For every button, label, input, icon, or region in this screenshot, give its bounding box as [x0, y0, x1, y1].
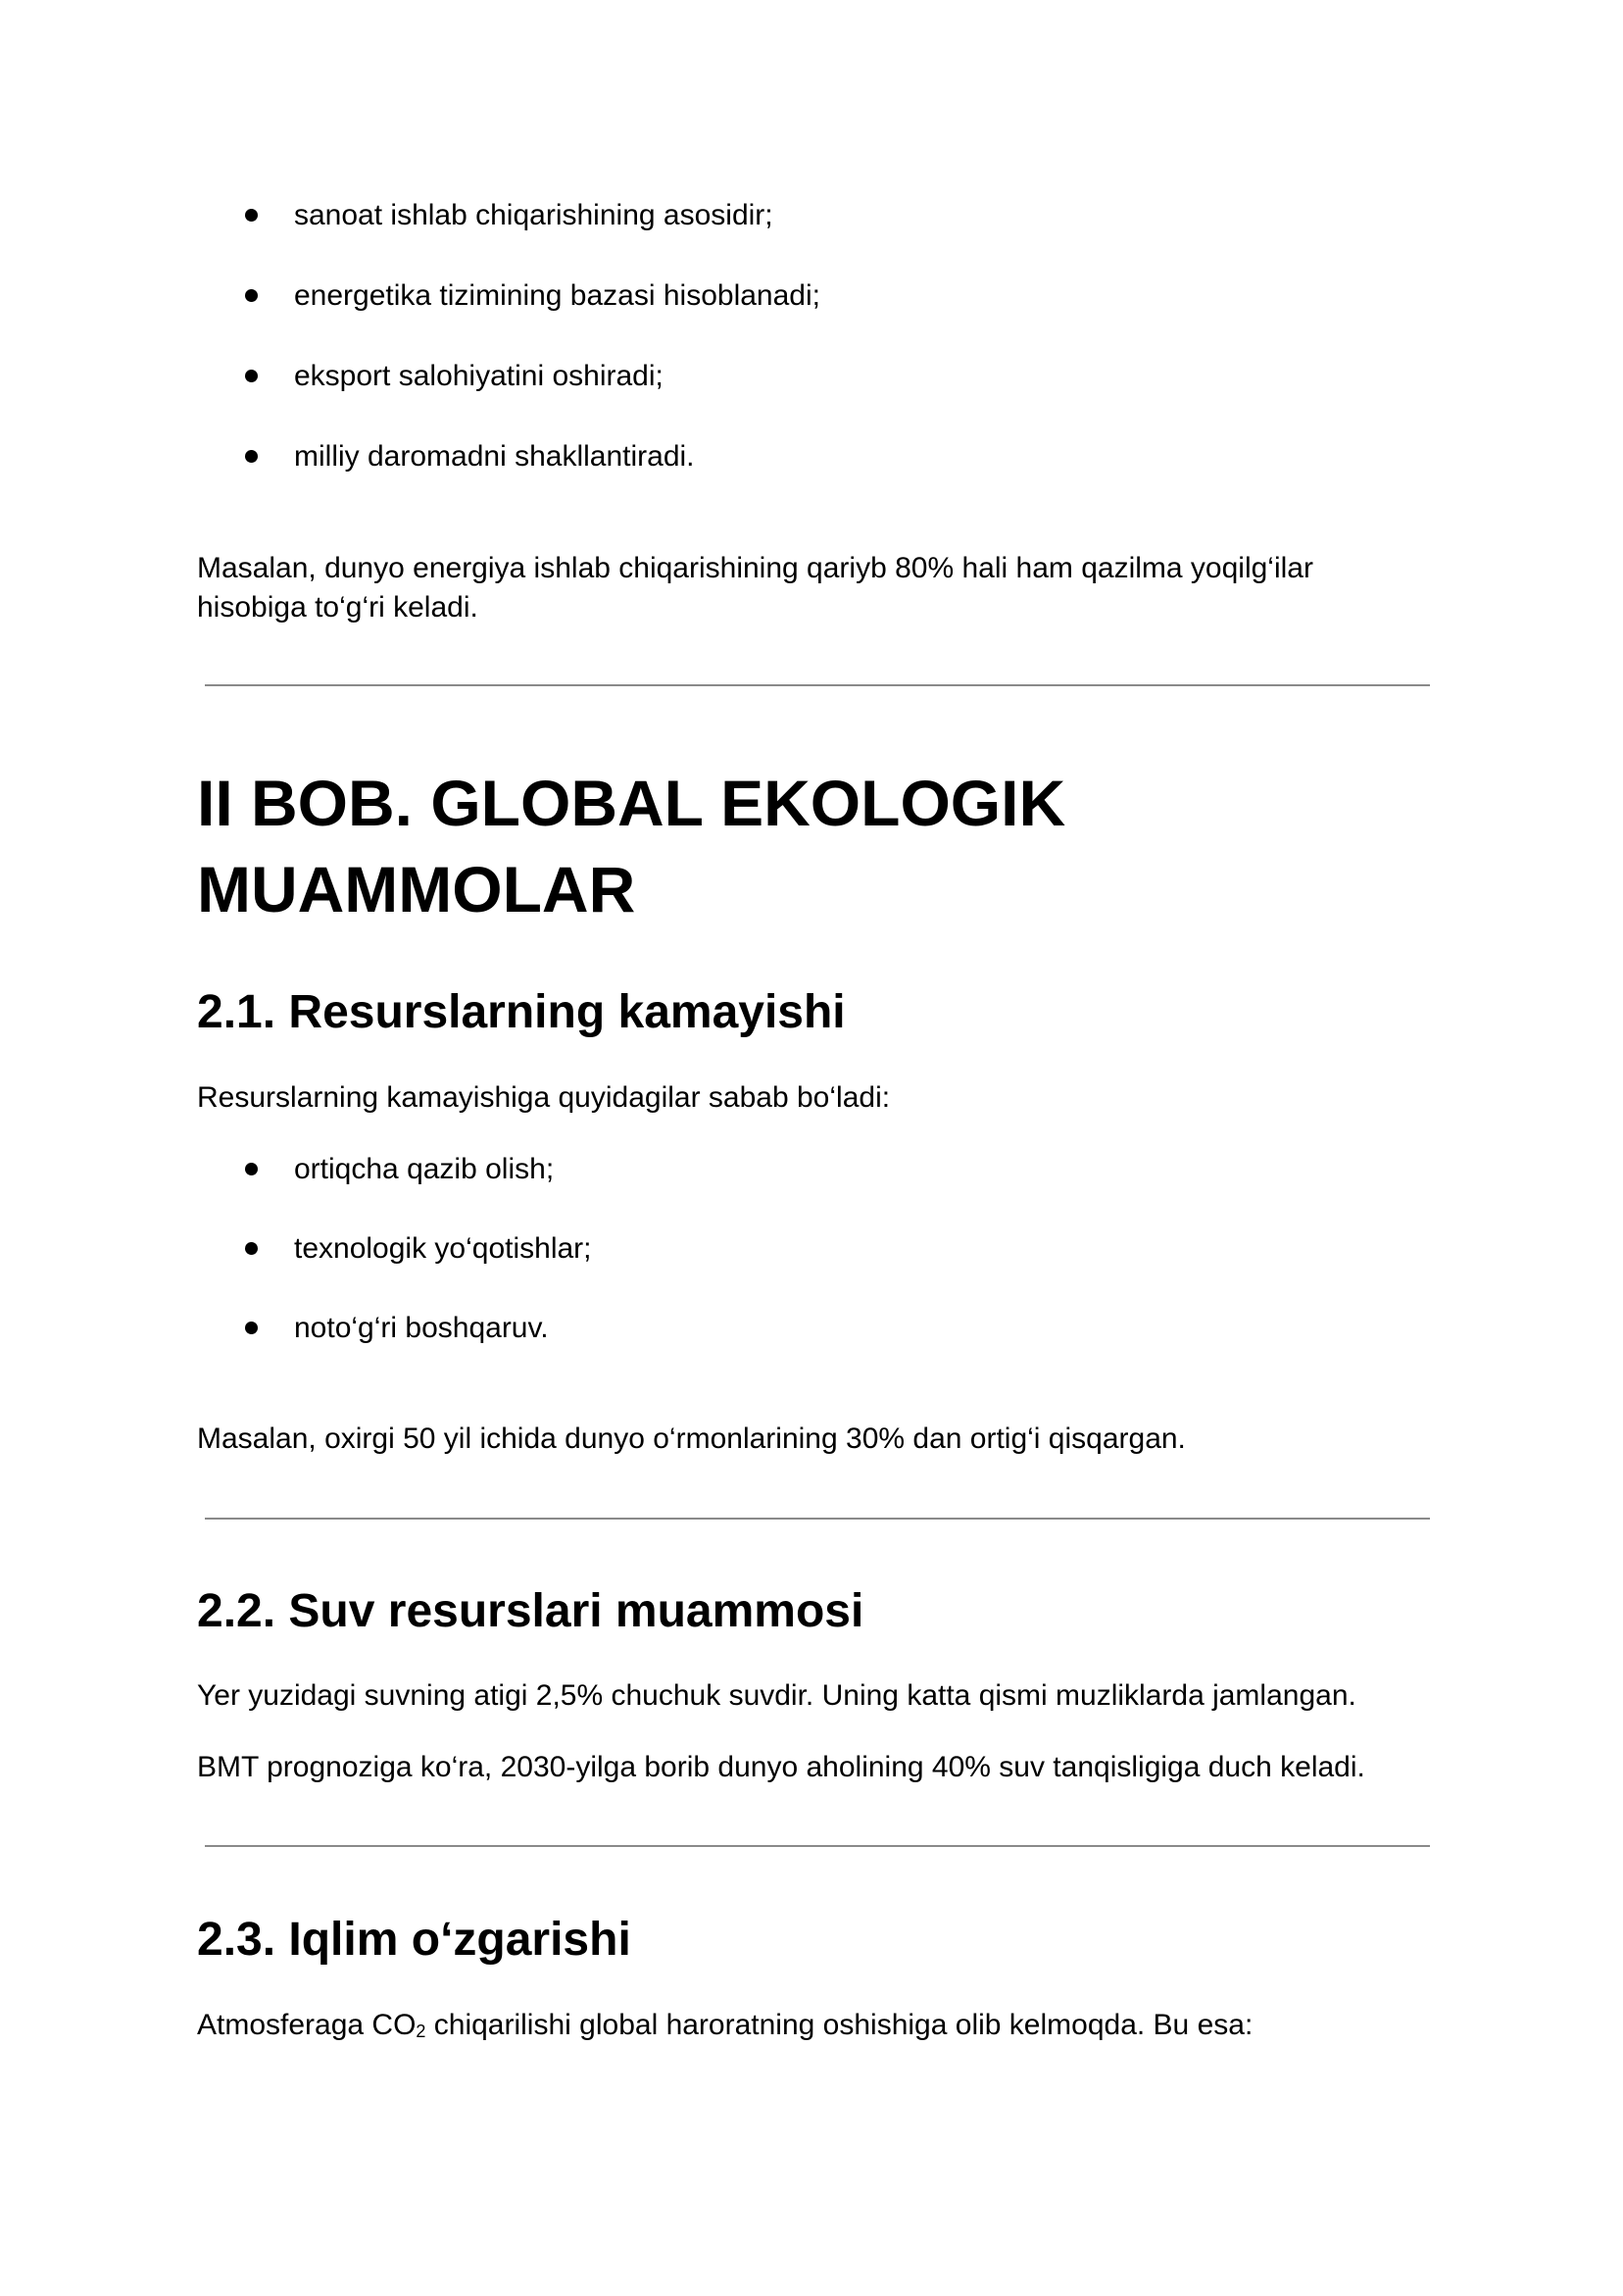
list-item-text: texnologik yo‘qotishlar; — [294, 1232, 592, 1265]
paragraph-text: Atmosferaga CO — [197, 2009, 417, 2041]
list-item-text: eksport salohiyatini oshiradi; — [294, 360, 664, 392]
bullet-icon — [245, 1242, 258, 1255]
list-item-text: noto‘g‘ri boshqaruv. — [294, 1312, 549, 1344]
section-divider — [205, 684, 1430, 686]
bullet-icon — [245, 370, 258, 382]
section-heading-2-2: 2.2. Suv resurslari muammosi — [197, 1585, 864, 1637]
bullet-icon — [245, 1322, 258, 1334]
section-heading-2-3: 2.3. Iqlim o‘zgarishi — [197, 1914, 631, 1966]
section-2-3-paragraph — [197, 2006, 1432, 2051]
list-item-text: ortiqcha qazib olish; — [294, 1153, 555, 1185]
list-item-text: sanoat ishlab chiqarishining asosidir; — [294, 199, 773, 231]
chapter-title — [197, 760, 1471, 932]
section-heading-2-1: 2.1. Resurslarning kamayishi — [197, 986, 846, 1038]
list-item-text: milliy daromadni shakllantiradi. — [294, 440, 695, 473]
intro-example-paragraph — [197, 549, 1432, 627]
paragraph-line: Masalan, dunyo energiya ishlab chiqarishining qariyb 80% hali ham qazilma yoqilg‘ilar — [197, 552, 1313, 584]
list-item-text: energetika tizimining bazasi hisoblanadi; — [294, 279, 820, 312]
section-2-1-intro: Resurslarning kamayishiga quyidagilar sabab bo‘ladi: — [197, 1081, 891, 1114]
section-2-1-example: Masalan, oxirgi 50 yil ichida dunyo o‘rmonlarining 30% dan ortig‘i qisqargan. — [197, 1423, 1186, 1455]
paragraph-text: chiqarilishi global haroratning oshishiga olib kelmoqda. Bu esa: — [425, 2009, 1254, 2041]
section-2-2-paragraph: BMT prognoziga ko‘ra, 2030-yilga borib dunyo aholining 40% suv tanqisligiga duch keladi. — [197, 1751, 1365, 1783]
bullet-icon — [245, 1163, 258, 1175]
bullet-icon — [245, 289, 258, 302]
paragraph-line: hisobiga to‘g‘ri keladi. — [197, 591, 478, 624]
chapter-title-line: MUAMMOLAR — [197, 853, 636, 925]
section-divider — [205, 1845, 1430, 1847]
section-divider — [205, 1518, 1430, 1520]
bullet-icon — [245, 209, 258, 222]
subscript-text: 2 — [416, 2021, 426, 2041]
section-2-2-paragraph: Yer yuzidagi suvning atigi 2,5% chuchuk suvdir. Uning katta qismi muzliklarda jamlangan. — [197, 1679, 1356, 1712]
chapter-title-line: II BOB. GLOBAL EKOLOGIK — [197, 767, 1066, 839]
bullet-icon — [245, 450, 258, 463]
